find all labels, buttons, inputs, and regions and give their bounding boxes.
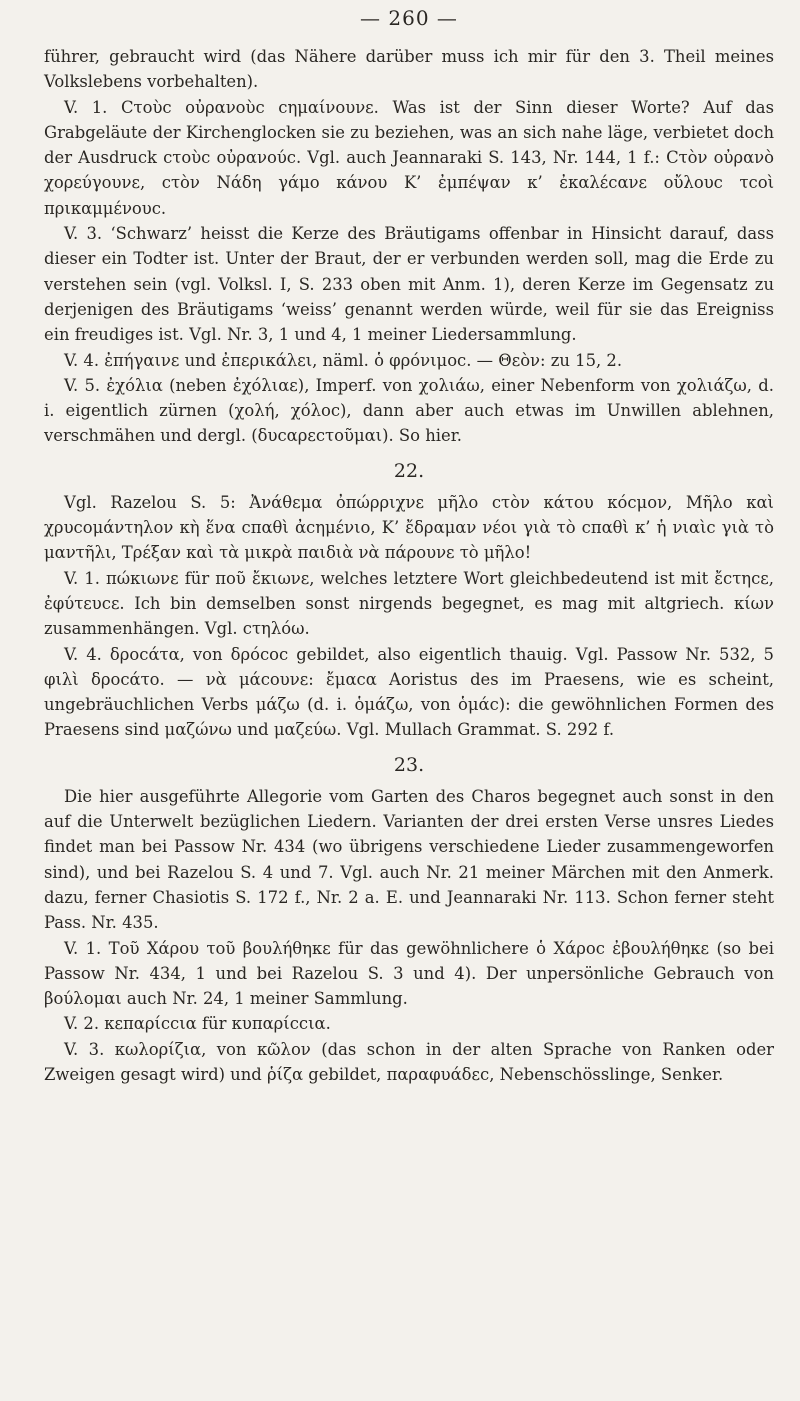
paragraph-21-v4: V. 4. ἐπήγαινε und ἐπερικάλει, näml. ὁ φρόνιμοc. — Θεὸν: zu 15, 2.	[64, 350, 623, 370]
paragraph-23-v1: V. 1. Τοῦ Χάρου τοῦ βουλήθηκε für das gewöhnlichere ὁ Χάροc ἐβουλήθηκε (so bei Passow Nr. 434, 1 und bei Razelou S. 3 und 4). Der unpersönliche Gebrauch von βούλομαι auch Nr. 24, 1 meiner Sammlung.	[44, 938, 774, 1009]
page-number-header: — 260 —	[360, 6, 458, 30]
paragraph-22-quote: Vgl. Razelou S. 5: Ἀνάθεμα ὀπώρριχνε μῆλο cτὸν κάτου κόcμον, Μῆλο καὶ χρυcομάντηλον κὴ ἕνα cπαθὶ ἀcημένιο, Κ’ ἔδραμαν νέοι γιὰ τὸ cπαθὶ κ’ ἡ νιαὶc γιὰ τὸ μαντῆλι, Τρέξαν καὶ τὰ μικρὰ παιδιὰ νὰ πάρουνε τὸ μῆλο!	[44, 492, 774, 563]
paragraph-21-intro: führer, gebraucht wird (das Nähere darüber muss ich mir für den 3. Theil meines Volkslebens vorbehalten).	[44, 47, 774, 92]
paragraph-23-v2: V. 2. κεπαρίccια für κυπαρίccια.	[64, 1014, 331, 1034]
paragraph-23-intro: Die hier ausgeführte Allegorie vom Garten des Charos begegnet auch sonst in den auf die Unterwelt bezüglichen Liedern. Varianten der drei ersten Verse unsres Liedes findet man bei Passow Nr. 434 (wo übrigens verschiedene Lieder zusammengeworfen sind), und bei Razelou S. 4 und 7. Vgl. auch Nr. 21 meiner Märchen mit den Anmerk. dazu, ferner Chasiotis S. 172 f., Nr. 2 a. E. und Jeannaraki Nr. 113. Schon ferner steht Pass. Nr. 435.	[44, 786, 774, 933]
paragraph-21-v5: V. 5. ἐχόλια (neben ἐχόλιαε), Imperf. von χολιάω, einer Nebenform von χολιάζω, d. i. eigentlich zürnen (χολή, χόλοc), dann aber auch etwas im Unwillen ablehnen, verschmähen und dergl. (δυcαρεcτοῦμαι). So hier.	[44, 375, 774, 446]
section-number-22: 22.	[393, 459, 425, 482]
paragraph-21-v3: V. 3. ‘Schwarz’ heisst die Kerze des Bräutigams offenbar in Hinsicht darauf, dass dieser ein Todter ist. Unter der Braut, der er verbunden werden soll, mag die Erde zu verstehen sein (vgl. Volksl. I, S. 233 oben mit Anm. 1), deren Kerze im Gegensatz zu derjenigen des Bräutigams ‘weiss’ genannt werden würde, weil für sie das Ereigniss ein freudiges ist. Vgl. Nr. 3, 1 und 4, 1 meiner Liedersammlung.	[44, 224, 774, 345]
paragraph-21-v1: V. 1. Cτοὺc οὐρανοὺc cημαίνουνε. Was ist der Sinn dieser Worte? Auf das Grabgeläute der Kirchenglocken sie zu beziehen, was an sich nahe läge, verbietet doch der Ausdruck cτοὺc οὐρανούc. Vgl. auch Jeannaraki S. 143, Nr. 144, 1 f.: Cτὸν οὐρανὸ χορεύγουνε, cτὸν Νάδη γάμο κάνου Κ’ ἐμπέψαν κ’ ἐκαλέcανε οὔλουc τcοὶ πρικαμμένουc.	[44, 97, 774, 218]
paragraph-22-v4: V. 4. δροcάτα, von δρόcοc gebildet, also eigentlich thauig. Vgl. Passow Nr. 532, 5 φιλὶ δροcάτο. — νὰ μάcουνε: ἔμαcα Aoristus des im Praesens, wie es scheint, ungebräuchlichen Verbs μάζω (d. i. ὁμάζω, von ὁμάc): die gewöhnlichen Formen des Praesens sind μαζώνω und μαζεύω. Vgl. Mullach Grammat. S. 292 f.	[44, 644, 774, 740]
paragraph-22-v1: V. 1. πώκιωνε für ποῦ ἔκιωνε, welches letztere Wort gleichbedeutend ist mit ἔcτηcε, ἐφύτευcε. Ich bin demselben sonst nirgends begegnet, es mag mit altgriech. κίων zusammenhängen. Vgl. cτηλόω.	[44, 568, 774, 639]
paragraph-23-v3: V. 3. κωλορίζια, von κῶλον (das schon in der alten Sprache von Ranken oder Zweigen gesagt wird) und ῥίζα gebildet, παραφυάδεc, Nebenschösslinge, Senker.	[44, 1039, 774, 1084]
section-number-23: 23.	[393, 753, 425, 776]
